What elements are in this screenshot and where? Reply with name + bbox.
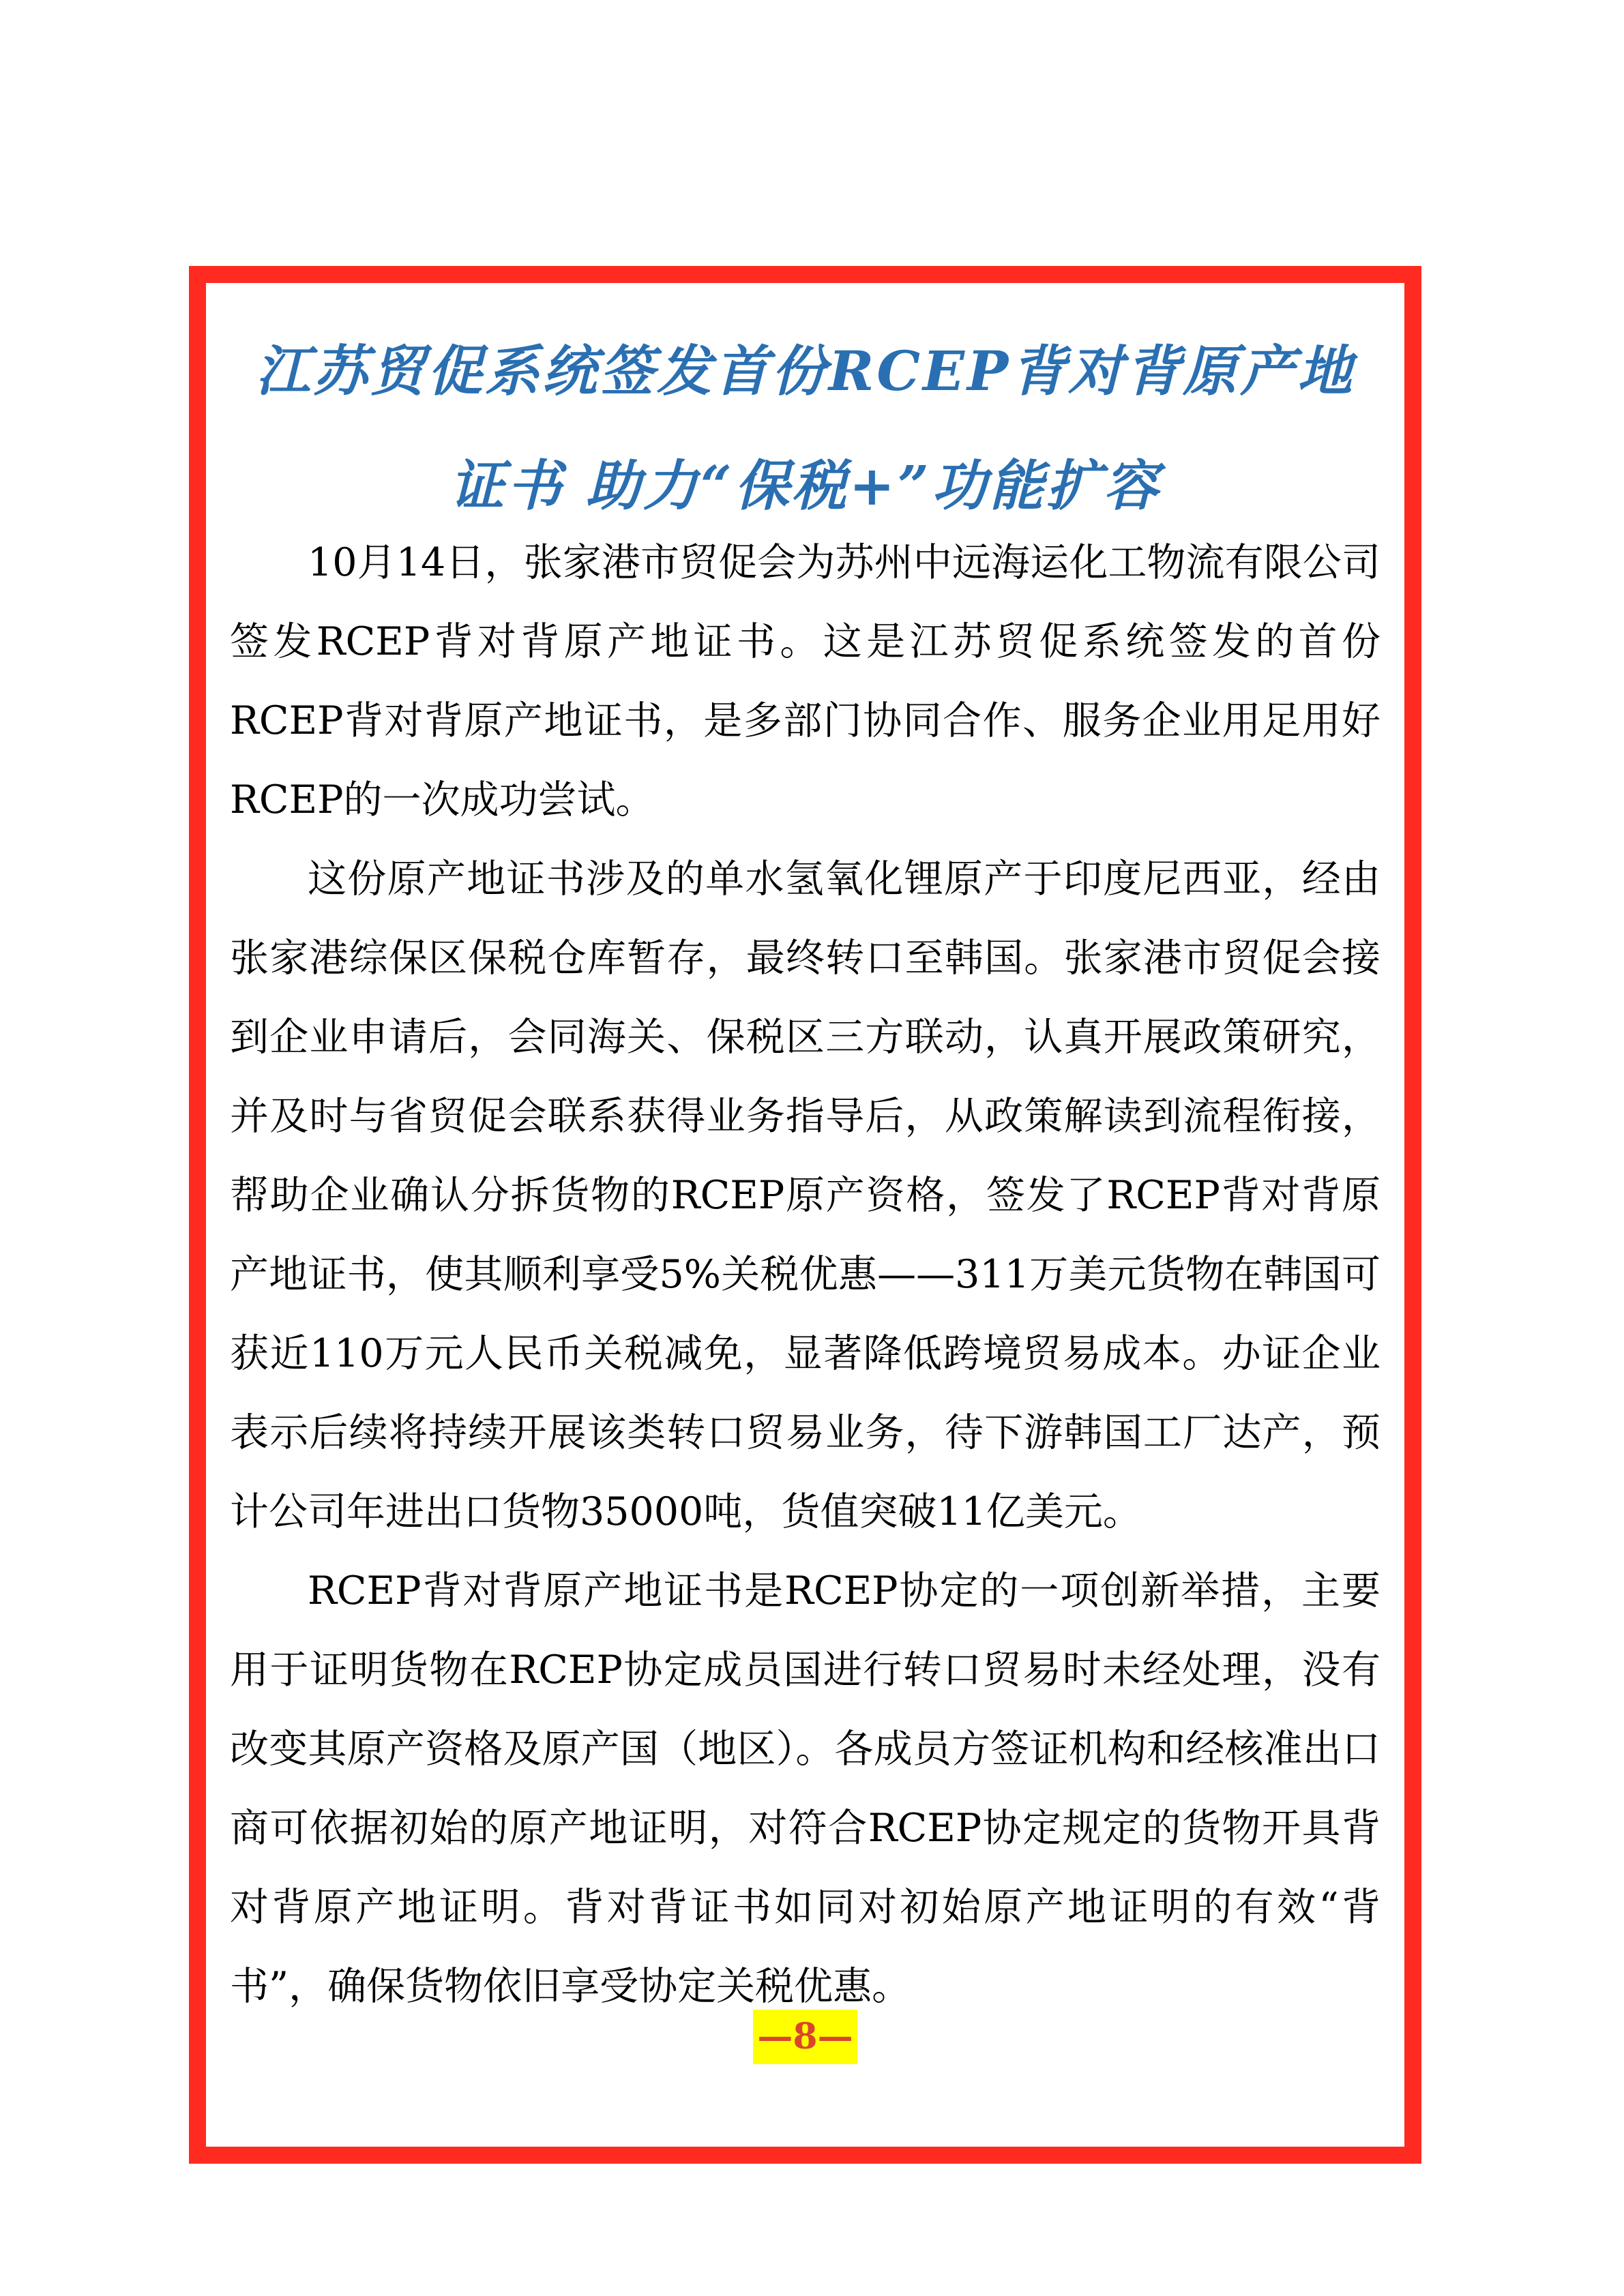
page-number-label: —8— <box>753 2010 857 2064</box>
paragraph-1: 10月14日，张家港市贸促会为苏州中远海运化工物流有限公司签发RCEP背对背原产地证书。这是江苏贸促系统签发的首份RCEP背对背原产地证书，是多部门协同合作、服务企业用足用好RCEP的一次成功尝试。 <box>230 540 1381 822</box>
article-title <box>233 314 1377 543</box>
red-border-frame <box>189 266 1421 2164</box>
paragraph-2: 这份原产地证书涉及的单水氢氧化锂原产于印度尼西亚，经由张家港综保区保税仓库暂存，最终转口至韩国。张家港市贸促会接到企业申请后，会同海关、保税区三方联动，认真开展政策研究，并及时与省贸促会联系获得业务指导后，从政策解读到流程衔接，帮助企业确认分拆货物的RCEP原产资格，签发了RCEP背对背原产地证书，使其顺利享受5%关税优惠——311万美元货物在韩国可获近110万元人民币关税减免，显著降低跨境贸易成本。办证企业表示后续将持续开展该类转口贸易业务，待下游韩国工厂达产，预计公司年进出口货物35000吨，货值突破11亿美元。 <box>230 856 1381 1534</box>
article-body <box>230 523 1381 2026</box>
paragraph-3: RCEP背对背原产地证书是RCEP协定的一项创新举措，主要用于证明货物在RCEP协定成员国进行转口贸易时未经处理，没有改变其原产资格及原产国（地区）。各成员方签证机构和经核准出口商可依据初始的原产地证明，对符合RCEP协定规定的货物开具背对背原产地证明。背对背证书如同对初始原产地证明的有效“背书”，确保货物依旧享受协定关税优惠。 <box>230 1568 1381 2009</box>
title-line-1: 江苏贸促系统签发首份RCEP背对背原产地 <box>255 339 1355 403</box>
title-line-2: 证书 助力“保税+”功能扩容 <box>449 453 1161 518</box>
page-number <box>206 2010 1404 2064</box>
